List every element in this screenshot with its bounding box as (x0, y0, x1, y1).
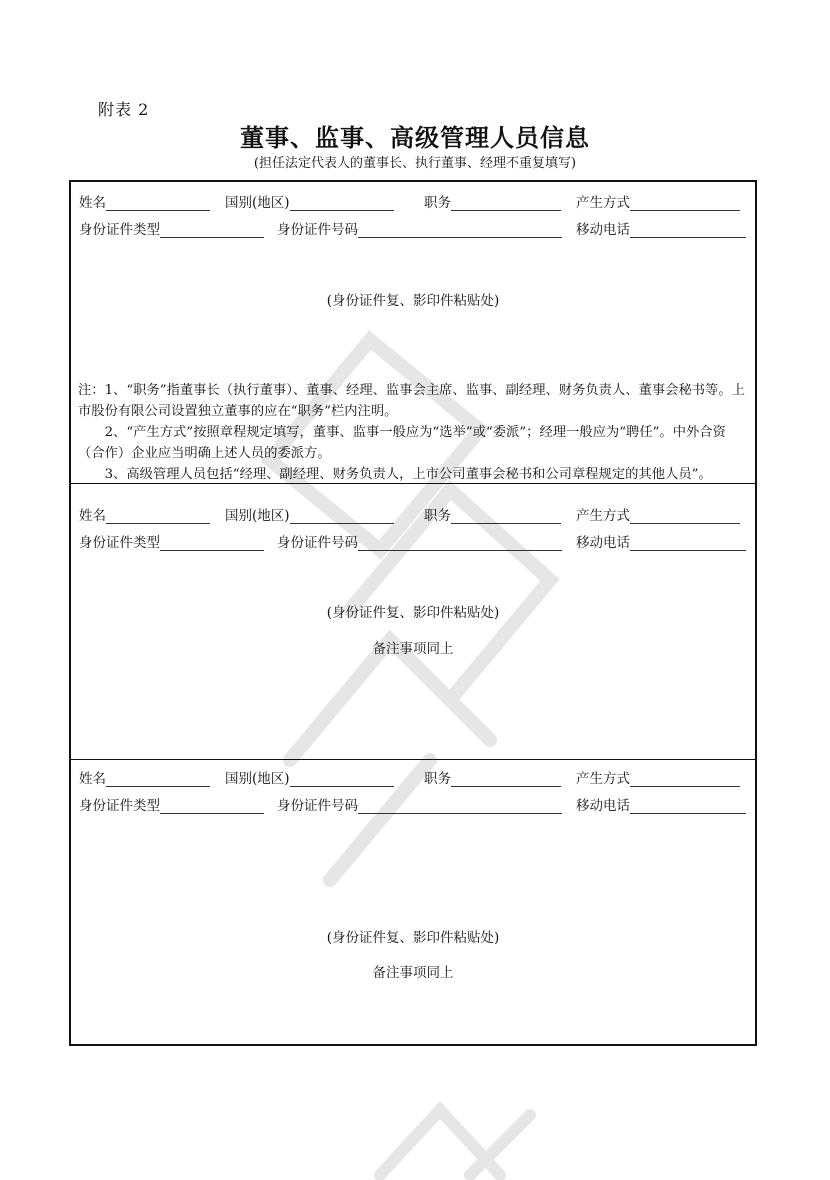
position-input-line[interactable] (451, 772, 561, 787)
name-label: 姓名 (79, 195, 106, 211)
mobile-input-line[interactable] (630, 536, 746, 551)
country-input-line[interactable] (290, 509, 394, 524)
country-label: 国别(地区) (225, 771, 290, 787)
method-input-line[interactable] (630, 772, 740, 787)
mobile-label: 移动电话 (576, 535, 630, 551)
id-number-input-line[interactable] (358, 799, 562, 814)
id-type-label: 身份证件类型 (79, 222, 160, 238)
id-copy-paste-area: (身份证件复、影印件粘贴处) (326, 293, 500, 309)
method-field[interactable] (576, 767, 740, 787)
id-number-label: 身份证件号码 (277, 222, 358, 238)
id-type-input-line[interactable] (160, 536, 264, 551)
method-input-line[interactable] (630, 509, 740, 524)
id-number-input-line[interactable] (358, 536, 562, 551)
mobile-field[interactable] (576, 531, 746, 551)
method-input-line[interactable] (630, 196, 740, 211)
mobile-field[interactable] (576, 218, 746, 238)
method-label: 产生方式 (576, 195, 630, 211)
position-field[interactable] (424, 767, 561, 787)
id-type-input-line[interactable] (160, 799, 264, 814)
id-number-field[interactable] (277, 531, 562, 551)
position-label: 职务 (424, 195, 451, 211)
country-input-line[interactable] (290, 772, 394, 787)
id-type-field[interactable] (79, 218, 264, 238)
mobile-field[interactable] (576, 794, 746, 814)
position-label: 职务 (424, 508, 451, 524)
country-input-line[interactable] (290, 196, 394, 211)
name-input-line[interactable] (106, 196, 210, 211)
name-field[interactable] (79, 191, 210, 211)
name-label: 姓名 (79, 771, 106, 787)
same-note: 备注事项同上 (372, 641, 454, 657)
mobile-label: 移动电话 (576, 222, 630, 238)
note-3: 3、高级管理人员包括“经理、副经理、财务负责人，上市公司董事会秘书和公司章程规定的其他人员”。 (104, 467, 712, 482)
id-copy-paste-area: (身份证件复、影印件粘贴处) (326, 605, 500, 621)
mobile-label: 移动电话 (576, 798, 630, 814)
mobile-input-line[interactable] (630, 223, 746, 238)
id-number-field[interactable] (277, 218, 562, 238)
id-type-field[interactable] (79, 794, 264, 814)
country-field[interactable] (225, 191, 394, 211)
id-type-label: 身份证件类型 (79, 798, 160, 814)
id-type-field[interactable] (79, 531, 264, 551)
name-input-line[interactable] (106, 509, 210, 524)
country-label: 国别(地区) (225, 195, 290, 211)
id-number-field[interactable] (277, 794, 562, 814)
id-number-label: 身份证件号码 (277, 535, 358, 551)
id-copy-paste-area: (身份证件复、影印件粘贴处) (326, 930, 500, 946)
watermark-graphic-bottom (360, 1090, 560, 1180)
method-field[interactable] (576, 504, 740, 524)
position-input-line[interactable] (451, 196, 561, 211)
id-number-input-line[interactable] (358, 223, 562, 238)
country-field[interactable] (225, 504, 394, 524)
position-field[interactable] (424, 191, 561, 211)
person-block-2 (71, 483, 755, 759)
page-title: 董事、监事、高级管理人员信息 (240, 123, 590, 152)
method-field[interactable] (576, 191, 740, 211)
position-label: 职务 (424, 771, 451, 787)
person-block-1 (71, 182, 755, 483)
page-subtitle: (担任法定代表人的董事长、执行董事、经理不重复填写) (253, 156, 577, 171)
mobile-input-line[interactable] (630, 799, 746, 814)
note-1: 注：1、“职务”指董事长（执行董事）、董事、经理、监事会主席、监事、副经理、财务负责人、董事会秘书等。上市股份有限公司设置独立董事的应在“职务”栏内注明。 (78, 383, 745, 419)
method-label: 产生方式 (576, 771, 630, 787)
country-label: 国别(地区) (225, 508, 290, 524)
note-2: 2、“产生方式”按照章程规定填写，董事、监事一般应为“选举”或“委派”；经理一般应为“聘任”。中外合资（合作）企业应当明确上述人员的委派方。 (78, 425, 726, 461)
person-block-3 (71, 759, 755, 1044)
notes (78, 380, 750, 485)
annex-label: 附表 2 (98, 100, 150, 119)
name-input-line[interactable] (106, 772, 210, 787)
country-field[interactable] (225, 767, 394, 787)
id-type-label: 身份证件类型 (79, 535, 160, 551)
name-label: 姓名 (79, 508, 106, 524)
position-field[interactable] (424, 504, 561, 524)
same-note: 备注事项同上 (372, 965, 454, 981)
id-type-input-line[interactable] (160, 223, 264, 238)
id-number-label: 身份证件号码 (277, 798, 358, 814)
position-input-line[interactable] (451, 509, 561, 524)
name-field[interactable] (79, 767, 210, 787)
method-label: 产生方式 (576, 508, 630, 524)
info-form (69, 180, 757, 1046)
name-field[interactable] (79, 504, 210, 524)
